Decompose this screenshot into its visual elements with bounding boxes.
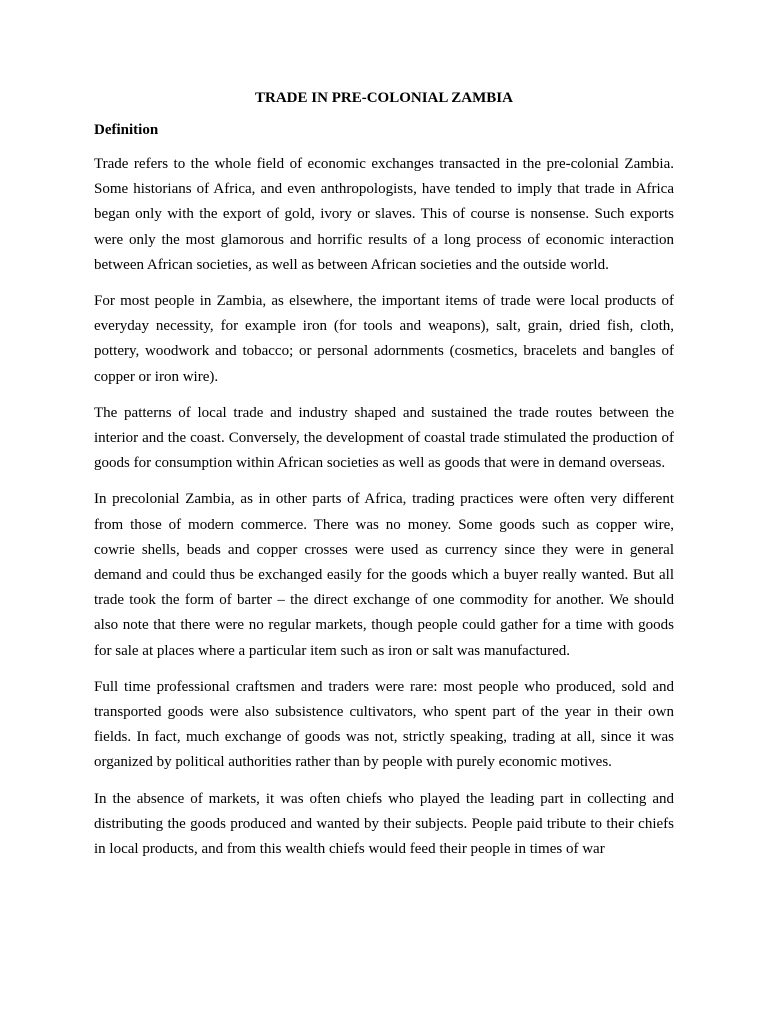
paragraph-4: In precolonial Zambia, as in other parts of Africa, trading practices were often very different from those of modern commerce. There was no money. Some goods such as copper wire, cowrie shells, beads and copper crosses were used as currency since they were in general demand and could thus be exchanged easily for the goods which a buyer really wanted. But all trade took the form of barter – the direct exchange of one commodity for another. We should also note that there were no regular markets, though people could gather for a time with goods for sale at places where a particular item such as iron or salt was manufactured. bbox=[94, 491, 674, 659]
section-heading: Definition bbox=[94, 122, 159, 138]
paragraph-6: In the absence of markets, it was often chiefs who played the leading part in collecting and distributing the goods produced and wanted by their subjects. People paid tribute to their chiefs in local products, and from this wealth chiefs would feed their people in times of war bbox=[94, 790, 674, 858]
paragraph-2: For most people in Zambia, as elsewhere, the important items of trade were local products of everyday necessity, for example iron (for tools and weapons), salt, grain, dried fish, cloth, pottery, woodwork and tobacco; or personal adornments (cosmetics, bracelets and bangles of copper or iron wire). bbox=[94, 293, 674, 385]
document-page bbox=[94, 88, 674, 873]
paragraph-1: Trade refers to the whole field of economic exchanges transacted in the pre-colonial Zambia. Some historians of Africa, and even anthropologists, have tended to imply that trade in Africa began only with the export of gold, ivory or slaves. This of course is nonsense. Such exports were only the most glamorous and horrific results of a long process of economic interaction between African societies, as well as between African societies and the outside world. bbox=[94, 156, 674, 273]
document-title: TRADE IN PRE-COLONIAL ZAMBIA bbox=[255, 90, 513, 106]
paragraph-3: The patterns of local trade and industry shaped and sustained the trade routes between the interior and the coast. Conversely, the development of coastal trade stimulated the production of goods for consumption within African societies as well as goods that were in demand overseas. bbox=[94, 404, 674, 472]
paragraph-5: Full time professional craftsmen and traders were rare: most people who produced, sold and transported goods were also subsistence cultivators, who spent part of the year in their own fields. In fact, much exchange of goods was not, strictly speaking, trading at all, since it was organized by political authorities rather than by people with purely economic motives. bbox=[94, 678, 674, 771]
